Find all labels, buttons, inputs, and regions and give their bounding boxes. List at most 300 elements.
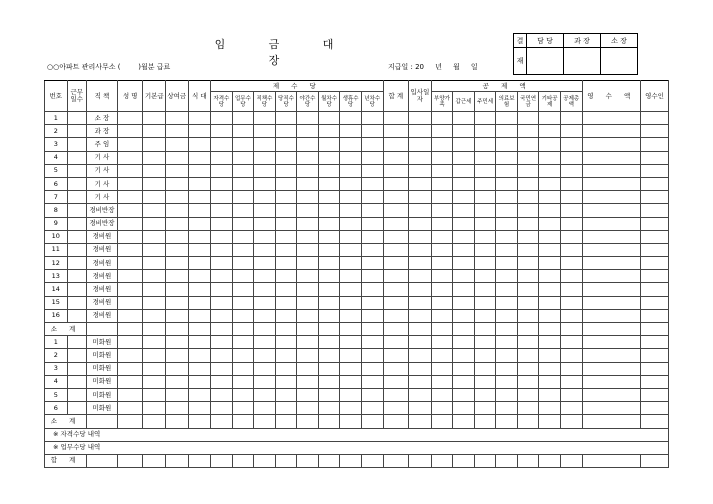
entry-cell[interactable]	[431, 243, 453, 256]
entry-cell[interactable]	[409, 217, 432, 230]
entry-cell[interactable]	[641, 138, 669, 151]
entry-cell[interactable]	[517, 204, 539, 217]
entry-cell[interactable]	[431, 296, 453, 309]
entry-cell[interactable]	[340, 415, 362, 428]
entry-cell[interactable]	[166, 191, 189, 204]
entry-cell[interactable]	[340, 138, 362, 151]
entry-cell[interactable]	[383, 283, 409, 296]
entry-cell[interactable]	[496, 349, 518, 362]
entry-cell[interactable]	[560, 283, 582, 296]
entry-cell[interactable]	[409, 177, 432, 190]
entry-cell[interactable]	[431, 336, 453, 349]
entry-cell[interactable]	[431, 454, 453, 467]
entry-cell[interactable]	[188, 296, 211, 309]
entry-cell[interactable]	[517, 388, 539, 401]
entry-cell[interactable]	[409, 257, 432, 270]
entry-cell[interactable]	[275, 217, 297, 230]
entry-cell[interactable]	[641, 191, 669, 204]
entry-cell[interactable]	[496, 415, 518, 428]
entry-cell[interactable]	[361, 177, 383, 190]
entry-cell[interactable]	[517, 296, 539, 309]
entry-cell[interactable]	[275, 362, 297, 375]
entry-cell[interactable]	[143, 388, 166, 401]
entry-cell[interactable]	[297, 164, 319, 177]
entry-cell[interactable]	[383, 349, 409, 362]
entry-cell[interactable]	[474, 243, 496, 256]
entry-cell[interactable]	[117, 191, 143, 204]
entry-cell[interactable]	[361, 296, 383, 309]
entry-cell[interactable]	[383, 125, 409, 138]
entry-cell[interactable]	[582, 177, 640, 190]
entry-cell[interactable]	[254, 349, 276, 362]
entry-cell[interactable]	[361, 415, 383, 428]
entry-cell[interactable]	[641, 230, 669, 243]
entry-cell[interactable]	[275, 164, 297, 177]
entry-cell[interactable]	[297, 151, 319, 164]
entry-cell[interactable]	[232, 177, 254, 190]
entry-cell[interactable]	[409, 125, 432, 138]
entry-cell[interactable]	[409, 204, 432, 217]
entry-cell[interactable]	[318, 270, 340, 283]
entry-cell[interactable]	[641, 349, 669, 362]
entry-cell[interactable]	[275, 204, 297, 217]
entry-cell[interactable]	[361, 270, 383, 283]
entry-cell[interactable]	[496, 402, 518, 415]
entry-cell[interactable]	[517, 191, 539, 204]
entry-cell[interactable]	[254, 230, 276, 243]
entry-cell[interactable]	[166, 402, 189, 415]
entry-cell[interactable]	[474, 164, 496, 177]
entry-cell[interactable]	[211, 454, 233, 467]
entry-cell[interactable]	[539, 362, 561, 375]
entry-cell[interactable]	[166, 138, 189, 151]
entry-cell[interactable]	[232, 375, 254, 388]
entry-cell[interactable]	[560, 138, 582, 151]
entry-cell[interactable]	[297, 243, 319, 256]
entry-cell[interactable]	[539, 296, 561, 309]
entry-cell[interactable]	[431, 151, 453, 164]
entry-cell[interactable]	[340, 191, 362, 204]
entry-cell[interactable]	[117, 164, 143, 177]
entry-cell[interactable]	[361, 112, 383, 125]
entry-cell[interactable]	[232, 217, 254, 230]
entry-cell[interactable]	[254, 243, 276, 256]
entry-cell[interactable]	[474, 309, 496, 322]
entry-cell[interactable]	[211, 138, 233, 151]
approval-sign-manager[interactable]	[564, 48, 601, 75]
entry-cell[interactable]	[539, 204, 561, 217]
entry-cell[interactable]	[188, 375, 211, 388]
entry-cell[interactable]	[361, 388, 383, 401]
entry-cell[interactable]	[474, 125, 496, 138]
entry-cell[interactable]	[474, 112, 496, 125]
entry-cell[interactable]	[340, 177, 362, 190]
entry-cell[interactable]	[641, 257, 669, 270]
entry-cell[interactable]	[275, 191, 297, 204]
entry-cell[interactable]	[582, 309, 640, 322]
entry-cell[interactable]	[340, 296, 362, 309]
entry-cell[interactable]	[496, 454, 518, 467]
entry-cell[interactable]	[539, 454, 561, 467]
entry-cell[interactable]	[641, 454, 669, 467]
entry-cell[interactable]	[275, 283, 297, 296]
entry-cell[interactable]	[166, 204, 189, 217]
entry-cell[interactable]	[453, 283, 475, 296]
entry-cell[interactable]	[582, 138, 640, 151]
entry-cell[interactable]	[188, 151, 211, 164]
entry-cell[interactable]	[318, 323, 340, 336]
entry-cell[interactable]	[188, 112, 211, 125]
entry-cell[interactable]	[143, 112, 166, 125]
entry-cell[interactable]	[453, 112, 475, 125]
entry-cell[interactable]	[474, 415, 496, 428]
entry-cell[interactable]	[275, 375, 297, 388]
entry-cell[interactable]	[254, 112, 276, 125]
entry-cell[interactable]	[496, 151, 518, 164]
entry-cell[interactable]	[166, 375, 189, 388]
entry-cell[interactable]	[166, 283, 189, 296]
entry-cell[interactable]	[496, 243, 518, 256]
entry-cell[interactable]	[340, 375, 362, 388]
entry-cell[interactable]	[582, 151, 640, 164]
entry-cell[interactable]	[431, 112, 453, 125]
entry-cell[interactable]	[560, 323, 582, 336]
entry-cell[interactable]	[232, 323, 254, 336]
entry-cell[interactable]	[383, 388, 409, 401]
entry-cell[interactable]	[67, 217, 86, 230]
entry-cell[interactable]	[318, 138, 340, 151]
entry-cell[interactable]	[297, 375, 319, 388]
entry-cell[interactable]	[409, 454, 432, 467]
entry-cell[interactable]	[560, 296, 582, 309]
entry-cell[interactable]	[318, 243, 340, 256]
entry-cell[interactable]	[453, 125, 475, 138]
entry-cell[interactable]	[297, 296, 319, 309]
entry-cell[interactable]	[539, 191, 561, 204]
entry-cell[interactable]	[67, 349, 86, 362]
entry-cell[interactable]	[383, 270, 409, 283]
entry-cell[interactable]	[539, 112, 561, 125]
entry-cell[interactable]	[453, 217, 475, 230]
entry-cell[interactable]	[409, 362, 432, 375]
entry-cell[interactable]	[517, 415, 539, 428]
entry-cell[interactable]	[453, 270, 475, 283]
entry-cell[interactable]	[143, 336, 166, 349]
entry-cell[interactable]	[340, 164, 362, 177]
entry-cell[interactable]	[453, 243, 475, 256]
entry-cell[interactable]	[340, 112, 362, 125]
entry-cell[interactable]	[275, 402, 297, 415]
entry-cell[interactable]	[560, 243, 582, 256]
entry-cell[interactable]	[361, 349, 383, 362]
entry-cell[interactable]	[453, 177, 475, 190]
entry-cell[interactable]	[517, 177, 539, 190]
entry-cell[interactable]	[431, 402, 453, 415]
entry-cell[interactable]	[582, 270, 640, 283]
entry-cell[interactable]	[67, 257, 86, 270]
entry-cell[interactable]	[641, 283, 669, 296]
entry-cell[interactable]	[496, 362, 518, 375]
entry-cell[interactable]	[254, 296, 276, 309]
entry-cell[interactable]	[582, 323, 640, 336]
entry-cell[interactable]	[297, 309, 319, 322]
entry-cell[interactable]	[297, 204, 319, 217]
entry-cell[interactable]	[211, 296, 233, 309]
entry-cell[interactable]	[361, 164, 383, 177]
entry-cell[interactable]	[188, 454, 211, 467]
entry-cell[interactable]	[232, 138, 254, 151]
entry-cell[interactable]	[67, 388, 86, 401]
entry-cell[interactable]	[143, 375, 166, 388]
entry-cell[interactable]	[453, 388, 475, 401]
entry-cell[interactable]	[297, 415, 319, 428]
entry-cell[interactable]	[383, 296, 409, 309]
entry-cell[interactable]	[232, 191, 254, 204]
entry-cell[interactable]	[496, 125, 518, 138]
entry-cell[interactable]	[453, 323, 475, 336]
entry-cell[interactable]	[67, 138, 86, 151]
entry-cell[interactable]	[431, 349, 453, 362]
entry-cell[interactable]	[117, 138, 143, 151]
entry-cell[interactable]	[340, 402, 362, 415]
entry-cell[interactable]	[517, 230, 539, 243]
entry-cell[interactable]	[67, 309, 86, 322]
entry-cell[interactable]	[318, 164, 340, 177]
entry-cell[interactable]	[496, 204, 518, 217]
entry-cell[interactable]	[117, 204, 143, 217]
entry-cell[interactable]	[641, 243, 669, 256]
entry-cell[interactable]	[67, 375, 86, 388]
entry-cell[interactable]	[431, 177, 453, 190]
entry-cell[interactable]	[474, 204, 496, 217]
entry-cell[interactable]	[232, 349, 254, 362]
entry-cell[interactable]	[254, 283, 276, 296]
entry-cell[interactable]	[188, 177, 211, 190]
entry-cell[interactable]	[496, 191, 518, 204]
entry-cell[interactable]	[166, 454, 189, 467]
entry-cell[interactable]	[496, 388, 518, 401]
entry-cell[interactable]	[383, 230, 409, 243]
entry-cell[interactable]	[297, 283, 319, 296]
entry-cell[interactable]	[560, 362, 582, 375]
entry-cell[interactable]	[297, 177, 319, 190]
entry-cell[interactable]	[517, 309, 539, 322]
entry-cell[interactable]	[275, 309, 297, 322]
entry-cell[interactable]	[383, 362, 409, 375]
entry-cell[interactable]	[361, 257, 383, 270]
entry-cell[interactable]	[641, 217, 669, 230]
entry-cell[interactable]	[582, 283, 640, 296]
entry-cell[interactable]	[232, 336, 254, 349]
entry-cell[interactable]	[474, 402, 496, 415]
entry-cell[interactable]	[211, 349, 233, 362]
entry-cell[interactable]	[453, 296, 475, 309]
entry-cell[interactable]	[539, 138, 561, 151]
entry-cell[interactable]	[582, 125, 640, 138]
entry-cell[interactable]	[275, 177, 297, 190]
entry-cell[interactable]	[67, 204, 86, 217]
entry-cell[interactable]	[275, 230, 297, 243]
entry-cell[interactable]	[275, 151, 297, 164]
entry-cell[interactable]	[67, 283, 86, 296]
entry-cell[interactable]	[474, 349, 496, 362]
entry-cell[interactable]	[143, 415, 166, 428]
entry-cell[interactable]	[453, 402, 475, 415]
entry-cell[interactable]	[211, 388, 233, 401]
entry-cell[interactable]	[254, 125, 276, 138]
entry-cell[interactable]	[211, 164, 233, 177]
entry-cell[interactable]	[166, 270, 189, 283]
entry-cell[interactable]	[539, 309, 561, 322]
entry-cell[interactable]	[67, 336, 86, 349]
entry-cell[interactable]	[188, 270, 211, 283]
entry-cell[interactable]	[340, 323, 362, 336]
entry-cell[interactable]	[383, 164, 409, 177]
entry-cell[interactable]	[560, 112, 582, 125]
entry-cell[interactable]	[340, 388, 362, 401]
entry-cell[interactable]	[582, 217, 640, 230]
entry-cell[interactable]	[318, 415, 340, 428]
entry-cell[interactable]	[453, 138, 475, 151]
entry-cell[interactable]	[409, 309, 432, 322]
entry-cell[interactable]	[560, 375, 582, 388]
entry-cell[interactable]	[431, 204, 453, 217]
entry-cell[interactable]	[641, 151, 669, 164]
entry-cell[interactable]	[254, 336, 276, 349]
entry-cell[interactable]	[143, 177, 166, 190]
entry-cell[interactable]	[254, 323, 276, 336]
entry-cell[interactable]	[275, 454, 297, 467]
entry-cell[interactable]	[431, 257, 453, 270]
entry-cell[interactable]	[383, 309, 409, 322]
entry-cell[interactable]	[254, 454, 276, 467]
entry-cell[interactable]	[496, 336, 518, 349]
entry-cell[interactable]	[188, 257, 211, 270]
entry-cell[interactable]	[188, 125, 211, 138]
entry-cell[interactable]	[166, 230, 189, 243]
entry-cell[interactable]	[211, 362, 233, 375]
entry-cell[interactable]	[517, 402, 539, 415]
entry-cell[interactable]	[188, 283, 211, 296]
entry-cell[interactable]	[431, 217, 453, 230]
entry-cell[interactable]	[453, 375, 475, 388]
entry-cell[interactable]	[539, 217, 561, 230]
entry-cell[interactable]	[143, 243, 166, 256]
entry-cell[interactable]	[641, 309, 669, 322]
entry-cell[interactable]	[453, 415, 475, 428]
entry-cell[interactable]	[143, 309, 166, 322]
entry-cell[interactable]	[211, 191, 233, 204]
entry-cell[interactable]	[361, 283, 383, 296]
entry-cell[interactable]	[361, 402, 383, 415]
entry-cell[interactable]	[474, 296, 496, 309]
entry-cell[interactable]	[117, 454, 143, 467]
entry-cell[interactable]	[340, 362, 362, 375]
entry-cell[interactable]	[318, 402, 340, 415]
entry-cell[interactable]	[539, 151, 561, 164]
entry-cell[interactable]	[517, 454, 539, 467]
entry-cell[interactable]	[496, 323, 518, 336]
entry-cell[interactable]	[496, 296, 518, 309]
entry-cell[interactable]	[474, 151, 496, 164]
entry-cell[interactable]	[117, 177, 143, 190]
entry-cell[interactable]	[318, 388, 340, 401]
entry-cell[interactable]	[409, 336, 432, 349]
entry-cell[interactable]	[166, 217, 189, 230]
entry-cell[interactable]	[383, 177, 409, 190]
entry-cell[interactable]	[297, 138, 319, 151]
entry-cell[interactable]	[211, 243, 233, 256]
entry-cell[interactable]	[340, 257, 362, 270]
entry-cell[interactable]	[166, 243, 189, 256]
entry-cell[interactable]	[383, 112, 409, 125]
entry-cell[interactable]	[409, 375, 432, 388]
entry-cell[interactable]	[254, 138, 276, 151]
entry-cell[interactable]	[254, 375, 276, 388]
entry-cell[interactable]	[340, 230, 362, 243]
entry-cell[interactable]	[474, 138, 496, 151]
entry-cell[interactable]	[383, 151, 409, 164]
entry-cell[interactable]	[188, 349, 211, 362]
entry-cell[interactable]	[67, 191, 86, 204]
entry-cell[interactable]	[232, 112, 254, 125]
entry-cell[interactable]	[560, 191, 582, 204]
entry-cell[interactable]	[318, 349, 340, 362]
entry-cell[interactable]	[539, 336, 561, 349]
entry-cell[interactable]	[340, 151, 362, 164]
entry-cell[interactable]	[361, 243, 383, 256]
entry-cell[interactable]	[496, 309, 518, 322]
entry-cell[interactable]	[340, 336, 362, 349]
entry-cell[interactable]	[431, 309, 453, 322]
entry-cell[interactable]	[361, 138, 383, 151]
entry-cell[interactable]	[517, 323, 539, 336]
entry-cell[interactable]	[166, 323, 189, 336]
entry-cell[interactable]	[560, 204, 582, 217]
entry-cell[interactable]	[318, 112, 340, 125]
entry-cell[interactable]	[517, 375, 539, 388]
entry-cell[interactable]	[560, 402, 582, 415]
entry-cell[interactable]	[318, 191, 340, 204]
entry-cell[interactable]	[117, 336, 143, 349]
entry-cell[interactable]	[431, 388, 453, 401]
entry-cell[interactable]	[254, 402, 276, 415]
entry-cell[interactable]	[582, 257, 640, 270]
entry-cell[interactable]	[232, 309, 254, 322]
entry-cell[interactable]	[143, 151, 166, 164]
entry-cell[interactable]	[361, 191, 383, 204]
entry-cell[interactable]	[582, 164, 640, 177]
entry-cell[interactable]	[166, 388, 189, 401]
entry-cell[interactable]	[383, 138, 409, 151]
entry-cell[interactable]	[318, 204, 340, 217]
entry-cell[interactable]	[166, 257, 189, 270]
entry-cell[interactable]	[188, 362, 211, 375]
entry-cell[interactable]	[361, 204, 383, 217]
entry-cell[interactable]	[474, 191, 496, 204]
entry-cell[interactable]	[582, 362, 640, 375]
entry-cell[interactable]	[143, 296, 166, 309]
entry-cell[interactable]	[117, 309, 143, 322]
entry-cell[interactable]	[318, 151, 340, 164]
entry-cell[interactable]	[188, 336, 211, 349]
entry-cell[interactable]	[474, 375, 496, 388]
entry-cell[interactable]	[517, 151, 539, 164]
entry-cell[interactable]	[517, 283, 539, 296]
entry-cell[interactable]	[340, 349, 362, 362]
entry-cell[interactable]	[211, 283, 233, 296]
entry-cell[interactable]	[340, 270, 362, 283]
